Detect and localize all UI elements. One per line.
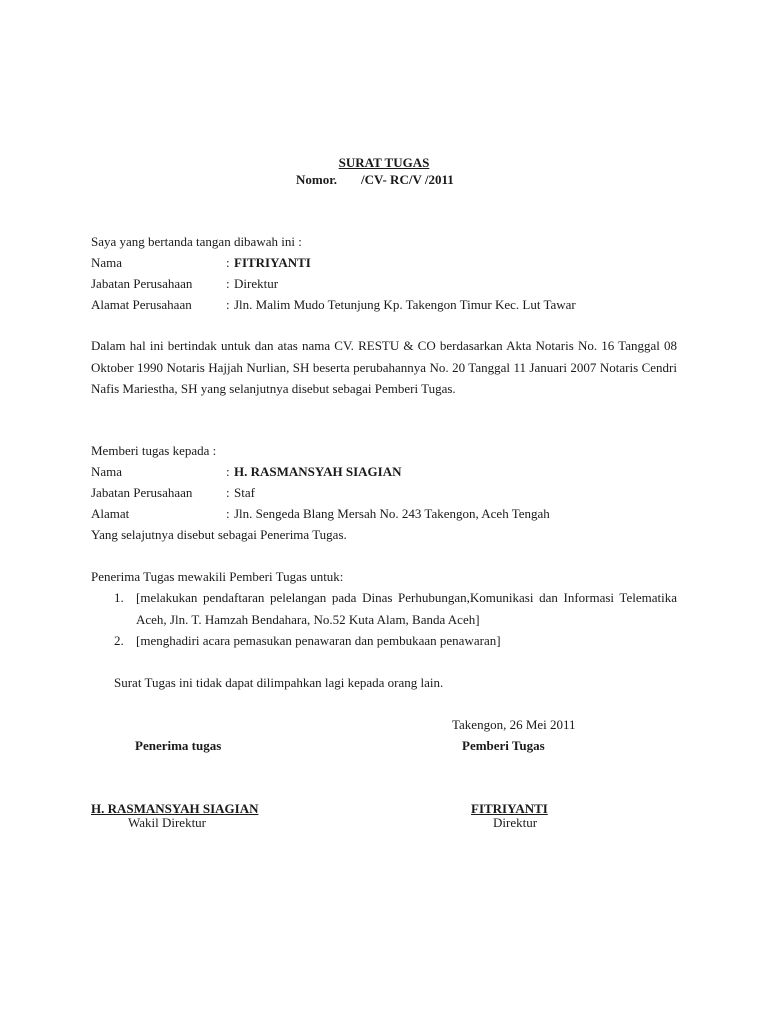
colon: : [226,297,230,312]
left-signature-heading: Penerima tugas [135,738,222,753]
penerima-position-value: Staf [234,485,255,500]
right-signatory-title: Direktur [493,815,538,830]
task-text: [menghadiri acara pemasukan penawaran dan pembukaan penawaran] [136,633,501,648]
left-signatory-title: Wakil Direktur [128,815,207,830]
pemberi-name-value: FITRIYANTI [234,255,311,270]
colon: : [226,464,230,479]
place-date: Takengon, 26 Mei 2011 [452,717,576,732]
intro-text: Saya yang bertanda tangan dibawah ini : [91,234,302,249]
colon: : [226,276,230,291]
document-number [296,172,454,188]
penerima-name-value: H. RASMANSYAH SIAGIAN [234,464,402,479]
colon: : [226,485,230,500]
nomor-value: /CV- RC/V /2011 [361,172,454,187]
pemberi-address-value: Jln. Malim Mudo Tetunjung Kp. Takengon Timur Kec. Lut Tawar [234,297,576,312]
penerima-address-label: Alamat [91,506,130,521]
penerima-address-value: Jln. Sengeda Blang Mersah No. 243 Takengon, Aceh Tengah [234,506,550,521]
nomor-label: Nomor. [296,172,338,187]
closing-statement: Surat Tugas ini tidak dapat dilimpahkan lagi kepada orang lain. [114,675,444,690]
tasks-intro: Penerima Tugas mewakili Pemberi Tugas untuk: [91,569,344,584]
penerima-position-label: Jabatan Perusahaan [91,485,193,500]
authority-paragraph: Dalam hal ini bertindak untuk dan atas nama CV. RESTU & CO berdasarkan Akta Notaris No. 16 Tanggal 08 Oktober 1990 Notaris Hajjah Nurlian, SH beserta perubahannya No. 20 Tanggal 11 Januari 2007 Notaris Cendri Nafis Mariestha, SH yang selanjutnya disebut sebagai Pemberi Tugas. [91,338,677,396]
penerima-outro: Yang selajutnya disebut sebagai Penerima Tugas. [91,527,347,542]
task-number: 1. [114,590,124,605]
pemberi-position-value: Direktur [234,276,279,291]
pemberi-name-label: Nama [91,255,123,270]
penerima-intro: Memberi tugas kepada : [91,443,217,458]
task-text: [melakukan pendaftaran pelelangan pada Dinas Perhubungan,Komunikasi dan Informasi Telematika Aceh, Jln. T. Hamzah Bendahara, No.52 Kuta Alam, Banda Aceh] [136,590,677,627]
task-number: 2. [114,633,124,648]
document-title: SURAT TUGAS [338,155,430,170]
right-signature-heading: Pemberi Tugas [462,738,545,753]
colon: : [226,255,230,270]
left-signatory-name: H. RASMANSYAH SIAGIAN [91,801,259,816]
pemberi-address-label: Alamat Perusahaan [91,297,192,312]
right-signatory-name: FITRIYANTI [471,801,548,816]
colon: : [226,506,230,521]
pemberi-position-label: Jabatan Perusahaan [91,276,193,291]
penerima-name-label: Nama [91,464,123,479]
